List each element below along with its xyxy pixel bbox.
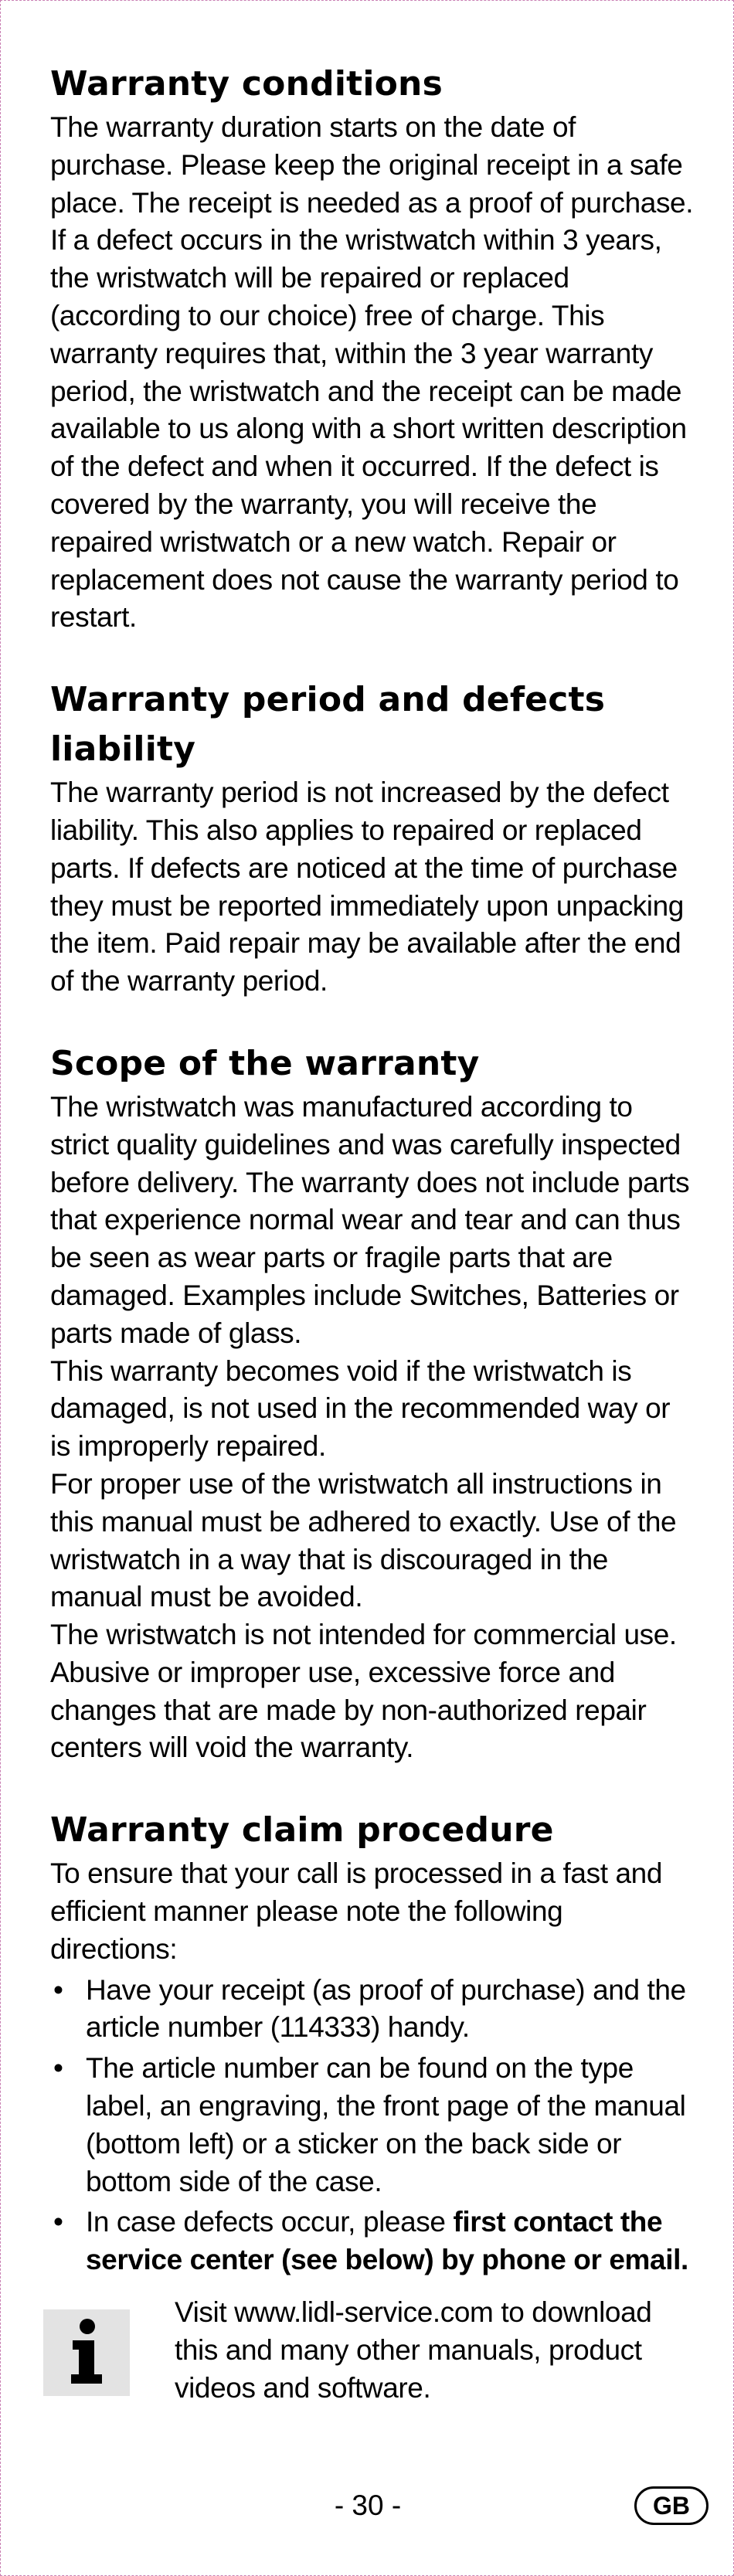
language-badge: GB (634, 2486, 709, 2525)
section-heading: Scope of the warranty (50, 1043, 480, 1083)
section-scope-of-warranty (50, 1039, 695, 1767)
bullet-text: The article number can be found on the type label, an engraving, the front page of the manual (bottom left) or a sticker on the back side or bottom side of the case. (86, 2052, 686, 2197)
bullet-text-lead: In case defects occur, please (86, 2206, 454, 2238)
section-paragraph: The warranty period is not increased by the defect liability. This also applies to repaired or replaced parts. If defects are noticed at the time of purchase they must be reported immediately upon unpacking the item. Paid repair may be available after the end of the warranty period. (50, 777, 684, 997)
bullet-list (50, 1972, 695, 2279)
section-warranty-conditions (50, 59, 695, 637)
section-warranty-claim-procedure (50, 1806, 695, 2279)
bullet-text-emphasis: first contact the service center (see below) by phone or email. (86, 2206, 688, 2276)
section-heading: Warranty conditions (50, 64, 443, 104)
section-paragraph: The warranty duration starts on the date of purchase. Please keep the original receipt in a safe place. The receipt is needed as a proof of purchase. If a defect occurs in the wristwatch within 3 years, the wristwatch will be repaired or replaced (according to our choice) free of charge. This warranty requires that, within the 3 year warranty period, the wristwatch and the receipt can be made available to us along with a short written description of the defect and when it occurred. If the defect is covered by the warranty, you will receive the repaired wristwatch or a new watch. Repair or replacement does not cause the warranty period to restart. (50, 111, 694, 634)
section-paragraph: The wristwatch is not intended for commercial use. Abusive or improper use, excessive force and changes that are made by non-authorized repair centers will void the warranty. (50, 1619, 677, 1764)
section-heading: Warranty claim procedure (50, 1810, 554, 1850)
section-paragraph: The wristwatch was manufactured according to strict quality guidelines and was carefully inspected before delivery. The warranty does not include parts that experience normal wear and tear and can thus be seen as wear parts or fragile parts that are damaged. Examples include Switches, Batteries or parts made of glass. (50, 1090, 690, 1349)
bullet-item (50, 2204, 695, 2279)
bullet-text: Have your receipt (as proof of purchase) and the article number (114333) handy. (86, 1973, 686, 2044)
section-paragraph: This warranty becomes void if the wristwatch is damaged, is not used in the recommended way or is improperly repaired. (50, 1354, 671, 1463)
section-heading: Warranty period and defects liability (50, 680, 606, 770)
bullet-icon: • (53, 1973, 63, 2006)
section-warranty-period (50, 675, 695, 1001)
info-text: Visit www.lidl-service.com to download this and many other manuals, product videos and software. (175, 2296, 652, 2404)
bullet-item (50, 1972, 695, 2048)
page-number: - 30 - (334, 2489, 402, 2521)
page-content (50, 59, 695, 2318)
bullet-item (50, 2050, 695, 2200)
info-note (43, 2294, 700, 2410)
bullet-icon: • (53, 2206, 63, 2238)
page-footer (1, 2483, 733, 2529)
section-intro: To ensure that your call is processed in a fast and efficient manner please note the following directions: (50, 1857, 662, 1965)
info-icon (43, 2309, 130, 2396)
bullet-icon: • (53, 2052, 63, 2085)
section-paragraph: For proper use of the wristwatch all instructions in this manual must be adhered to exactly. Use of the wristwatch in a way that is discouraged in the manual must be avoided. (50, 1467, 677, 1613)
